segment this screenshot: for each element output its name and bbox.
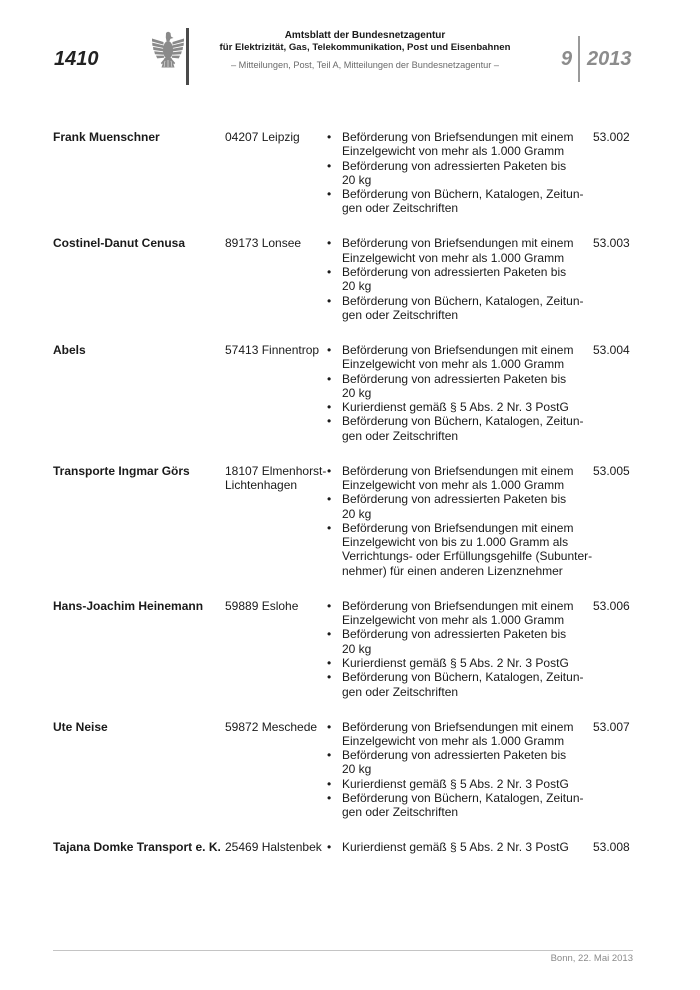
footer-place-date: Bonn, 22. Mai 2013 bbox=[550, 953, 633, 964]
service-item: • Beförderung von adressierten Paketen bis 20 kg bbox=[342, 748, 592, 777]
license-number: 53.005 bbox=[593, 463, 630, 478]
license-number: 53.002 bbox=[593, 130, 630, 144]
licensee-entry bbox=[0, 236, 700, 322]
service-item: • Beförderung von adressierten Paketen bis 20 kg bbox=[342, 372, 592, 401]
publication-title: Amtsblatt der Bundesnetzagentur bbox=[284, 30, 446, 41]
issue-divider bbox=[578, 36, 580, 82]
publication-subtitle: für Elektrizität, Gas, Telekommunikation, Post und Eisenbahnen bbox=[219, 42, 511, 53]
licensee-entry bbox=[0, 840, 700, 854]
licensee-entry bbox=[0, 130, 700, 216]
service-item: • Beförderung von Briefsendungen mit einem Einzelgewicht von mehr als 1.000 Gramm bbox=[342, 236, 592, 265]
service-item: • Beförderung von Briefsendungen mit einem Einzelgewicht von mehr als 1.000 Gramm bbox=[342, 599, 592, 628]
section-line: – Mitteilungen, Post, Teil A, Mitteilungen der Bundesnetzagentur – bbox=[231, 60, 499, 70]
service-item: • Beförderung von Briefsendungen mit einem Einzelgewicht von mehr als 1.000 Gramm bbox=[342, 464, 592, 493]
licensee-entry bbox=[0, 599, 700, 699]
federal-eagle-icon bbox=[150, 30, 186, 72]
licensee-name: Abels bbox=[53, 342, 86, 357]
service-item: • Beförderung von Briefsendungen mit einem Einzelgewicht von bis zu 1.000 Gramm als Verrichtungs- oder Erfüllungsgehilfe (Subunter- nehmer) für einen anderen Lizenznehmer bbox=[342, 521, 592, 578]
licensee-place: 89173 Lonsee bbox=[225, 236, 302, 251]
service-item: • Beförderung von Büchern, Katalogen, Zeitun- gen oder Zeitschriften bbox=[342, 414, 592, 443]
service-item: • Beförderung von Briefsendungen mit einem Einzelgewicht von mehr als 1.000 Gramm bbox=[342, 130, 592, 159]
service-list bbox=[342, 236, 592, 322]
service-list bbox=[342, 720, 592, 820]
licensee-entry bbox=[0, 464, 700, 578]
service-item: • Beförderung von Briefsendungen mit einem Einzelgewicht von mehr als 1.000 Gramm bbox=[342, 343, 592, 372]
service-item: • Kurierdienst gemäß § 5 Abs. 2 Nr. 3 PostG bbox=[342, 656, 592, 670]
licensee-name: Ute Neise bbox=[53, 719, 108, 734]
licensee-name: Frank Muenschner bbox=[53, 130, 160, 144]
licensee-place: 59872 Meschede bbox=[225, 719, 318, 734]
header-divider bbox=[186, 28, 189, 85]
licensee-name: Tajana Domke Transport e. K. bbox=[53, 840, 221, 855]
licensee-name: Costinel-Danut Cenusa bbox=[53, 236, 186, 251]
service-list bbox=[342, 840, 592, 854]
service-item: • Beförderung von adressierten Paketen bis 20 kg bbox=[342, 492, 592, 521]
service-list bbox=[342, 343, 592, 443]
service-item: • Kurierdienst gemäß § 5 Abs. 2 Nr. 3 PostG bbox=[342, 777, 592, 791]
service-item: • Beförderung von Büchern, Katalogen, Zeitun- gen oder Zeitschriften bbox=[342, 294, 592, 323]
service-item: • Beförderung von Briefsendungen mit einem Einzelgewicht von mehr als 1.000 Gramm bbox=[342, 720, 592, 749]
licensee-place: 59889 Eslohe bbox=[225, 598, 299, 613]
footer-rule bbox=[53, 950, 633, 951]
licensee-name: Transporte Ingmar Görs bbox=[53, 463, 190, 478]
service-item: • Beförderung von adressierten Paketen bis 20 kg bbox=[342, 265, 592, 294]
service-item: • Kurierdienst gemäß § 5 Abs. 2 Nr. 3 PostG bbox=[342, 840, 592, 854]
licensee-list bbox=[0, 130, 700, 875]
licensee-place: 18107 Elmenhorst- Lichtenhagen bbox=[225, 463, 327, 492]
licensee-name: Hans-Joachim Heinemann bbox=[53, 598, 204, 613]
license-number: 53.008 bbox=[593, 840, 630, 855]
service-list bbox=[342, 464, 592, 578]
licensee-entry bbox=[0, 343, 700, 443]
page-number: 1410 bbox=[54, 48, 99, 70]
licensee-entry bbox=[0, 720, 700, 820]
license-number: 53.006 bbox=[593, 598, 630, 613]
service-item: • Beförderung von adressierten Paketen bis 20 kg bbox=[342, 159, 592, 188]
issue-number: 9 bbox=[561, 48, 573, 70]
service-item: • Beförderung von Büchern, Katalogen, Zeitun- gen oder Zeitschriften bbox=[342, 791, 592, 820]
license-number: 53.004 bbox=[593, 342, 630, 357]
issue-year: 2013 bbox=[587, 48, 632, 70]
licensee-place: 04207 Leipzig bbox=[225, 130, 300, 144]
service-item: • Beförderung von adressierten Paketen bis 20 kg bbox=[342, 627, 592, 656]
service-item: • Beförderung von Büchern, Katalogen, Zeitun- gen oder Zeitschriften bbox=[342, 670, 592, 699]
licensee-place: 57413 Finnentrop bbox=[225, 342, 320, 357]
license-number: 53.007 bbox=[593, 719, 630, 734]
licensee-place: 25469 Halstenbek bbox=[225, 840, 322, 855]
license-number: 53.003 bbox=[593, 236, 630, 251]
service-item: • Beförderung von Büchern, Katalogen, Zeitun- gen oder Zeitschriften bbox=[342, 187, 592, 216]
service-list bbox=[342, 599, 592, 699]
service-item: • Kurierdienst gemäß § 5 Abs. 2 Nr. 3 PostG bbox=[342, 400, 592, 414]
service-list bbox=[342, 130, 592, 216]
